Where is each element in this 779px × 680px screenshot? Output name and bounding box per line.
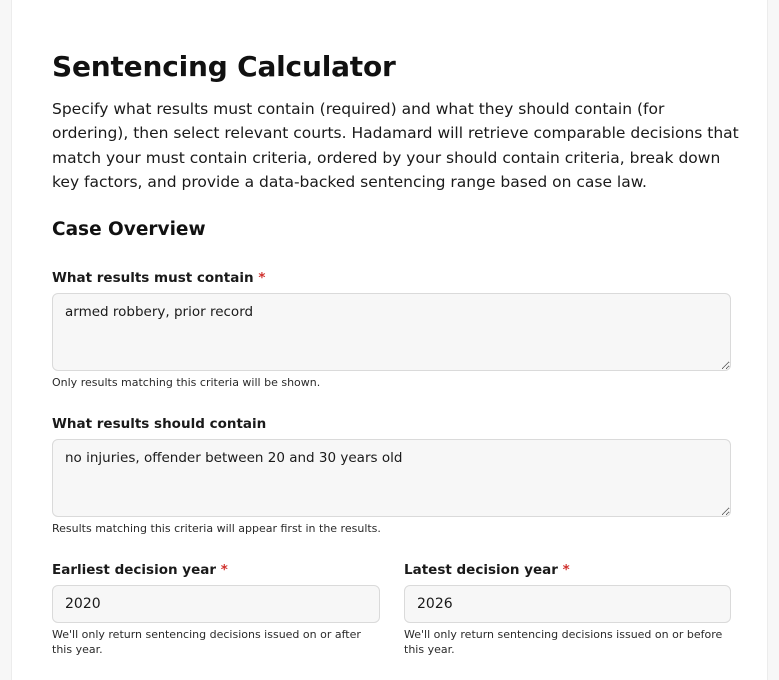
section-title-case-overview: Case Overview	[52, 219, 206, 240]
latest-year-help: We'll only return sentencing decisions issued on or before this year.	[404, 628, 723, 656]
earliest-year-help: We'll only return sentencing decisions issued on or after this year.	[52, 628, 361, 656]
earliest-year-input[interactable]	[52, 585, 380, 623]
should-contain-label-text: What results should contain	[52, 416, 267, 432]
must-contain-textarea[interactable]	[52, 293, 731, 371]
latest-year-label-text: Latest decision year	[404, 562, 558, 578]
page-intro: Specify what results must contain (required) and what they should contain (for ordering), then select relevant courts. Hadamard will retrieve comparable decisions that match your must contain criteria, ordered by your should contain criteria, break down key factors, and provide a data-backed sentencing range based on case law.	[52, 100, 739, 191]
page-title: Sentencing Calculator	[52, 50, 396, 83]
should-contain-label	[52, 416, 266, 432]
must-contain-help: Only results matching this criteria will be shown.	[52, 376, 321, 389]
earliest-year-label-text: Earliest decision year	[52, 562, 217, 578]
must-contain-label	[52, 270, 265, 286]
must-contain-label-text: What results must contain	[52, 270, 254, 286]
form-card	[11, 0, 768, 680]
earliest-year-label	[52, 562, 228, 578]
latest-year-input[interactable]	[404, 585, 731, 623]
should-contain-textarea[interactable]	[52, 439, 731, 517]
required-marker: *	[220, 562, 228, 578]
required-marker: *	[258, 270, 266, 286]
latest-year-label	[404, 562, 570, 578]
required-marker: *	[562, 562, 570, 578]
should-contain-help: Results matching this criteria will appear first in the results.	[52, 522, 381, 535]
